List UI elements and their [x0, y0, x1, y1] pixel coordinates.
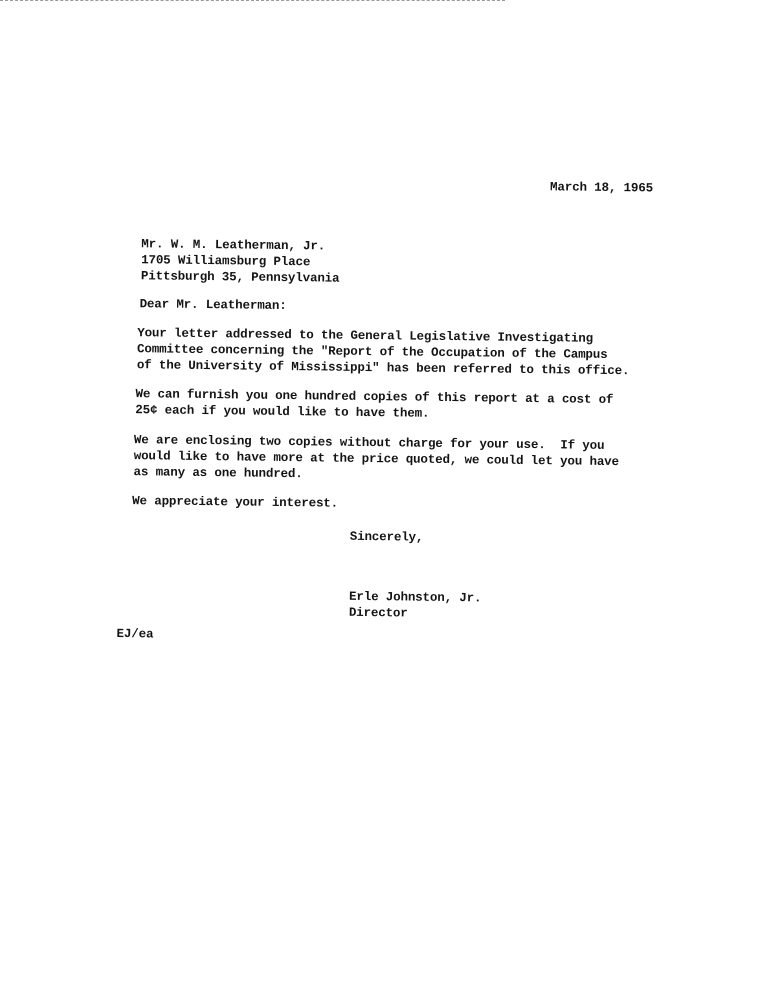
- recipient-name: Mr. W. M. Leatherman, Jr.: [141, 237, 326, 254]
- recipient-street: 1705 Williamsburg Place: [141, 253, 311, 270]
- letter-date: March 18, 1965: [549, 180, 654, 196]
- signer-title: Director: [348, 605, 408, 621]
- paragraph-1-line-2: Committee concerning the "Report of the Occupation of the Campus: [136, 342, 608, 362]
- paragraph-1-line-3: of the University of Mississippi" has been referred to this office.: [136, 358, 630, 379]
- typist-initials: EJ/ea: [116, 626, 154, 642]
- recipient-city: Pittsburgh 35, Pennsylvania: [140, 269, 340, 286]
- paragraph-2-line-2: 25¢ each if you would like to have them.: [135, 403, 430, 421]
- paragraph-3-line-1: We are enclosing two copies without charge for your use. If you: [133, 433, 605, 453]
- salutation: Dear Mr. Leatherman:: [139, 297, 287, 314]
- signer-name: Erle Johnston, Jr.: [348, 589, 482, 606]
- paragraph-3-line-3: as many as one hundred.: [133, 465, 303, 482]
- paragraph-3-line-2: would like to have more at the price quoted, we could let you have: [133, 449, 619, 470]
- closing: Sincerely,: [349, 529, 424, 545]
- paragraph-1-line-1: Your letter addressed to the General Legislative Investigating: [137, 326, 594, 346]
- paragraph-2-line-1: We can furnish you one hundred copies of this report at a cost of: [135, 387, 614, 408]
- paragraph-4: We appreciate your interest.: [132, 494, 339, 511]
